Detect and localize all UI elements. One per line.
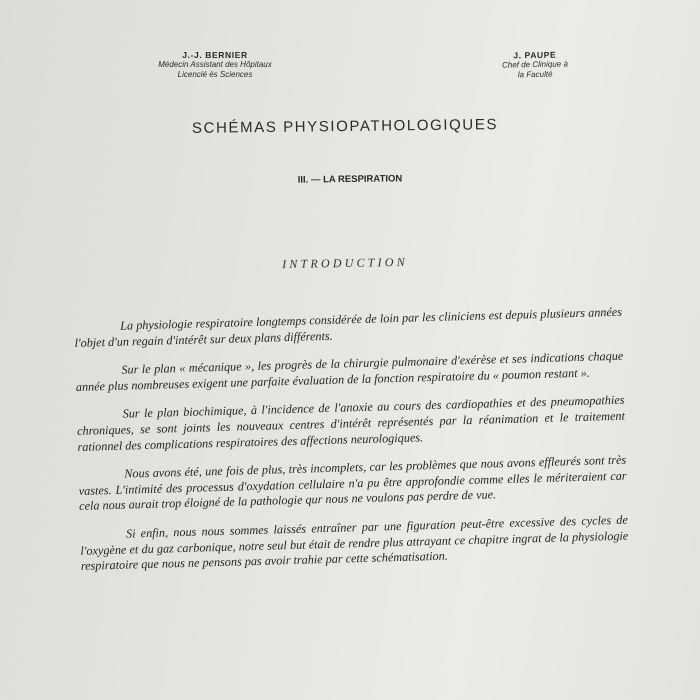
paragraph: La physiologie respiratoire longtemps considérée de loin par les cliniciens est depuis plusieurs années l'objet d'un regain d'intérêt sur deux plans différents. xyxy=(74,304,623,350)
chapter-subtitle: III. — LA RESPIRATION xyxy=(297,173,403,186)
body-text xyxy=(74,305,629,588)
section-heading: INTRODUCTION xyxy=(282,254,408,272)
author-left xyxy=(130,50,300,80)
document-title: SCHÉMAS PHYSIOPATHOLOGIQUES xyxy=(191,116,499,137)
paragraph: Nous avons été, une fois de plus, très incomplets, car les problèmes que nous avons effleurés sont très vastes. L'intimité des processus d'oxydation cellulaire n'a pu être approfondie comme elles le mériteraient car cela nous aurait trop éloigné de la pathologie qur nous ne voulons pas perdre de vue. xyxy=(78,452,627,514)
paragraph: Sur le plan « mécanique », les progrès de la chirurgie pulmonaire d'exérèse et ses indications chaque année plus nombreuses exigent une parfaite évaluation de la fonction respiratoire du « poumon restant ». xyxy=(75,348,624,394)
author-right xyxy=(470,49,601,81)
author-left-role-line1: Médecin Assistant des Hôpitaux xyxy=(158,60,272,69)
paragraph: Si enfin, nous nous sommes laissés entraîner par une figuration peut-être excessive des cycles de l'oxygène et du gaz carbonique, notre seul but était de rendre plus attrayant ce chapitre ingrat de la physiologie respiratoire que nous ne pensons pas avoir trahie par cette schématisation. xyxy=(80,512,629,574)
author-left-name: J.-J. BERNIER xyxy=(182,50,248,60)
author-left-role-line2: Licencié ès Sciences xyxy=(177,70,253,79)
author-right-role-line1: Chef de Clinique à xyxy=(501,59,568,70)
paragraph: Sur le plan biochimique, à l'incidence de l'anoxie au cours des cardiopathies et des pneumopathies chroniques, se sont joints les nouveaux centres d'intérêt représentés par la réanimation et le traitement rationnel des complications respiratoires des affections neurologiques. xyxy=(76,393,626,454)
author-right-name: J. PAUPE xyxy=(513,49,557,61)
author-right-role-line2: la Faculté xyxy=(517,69,553,80)
